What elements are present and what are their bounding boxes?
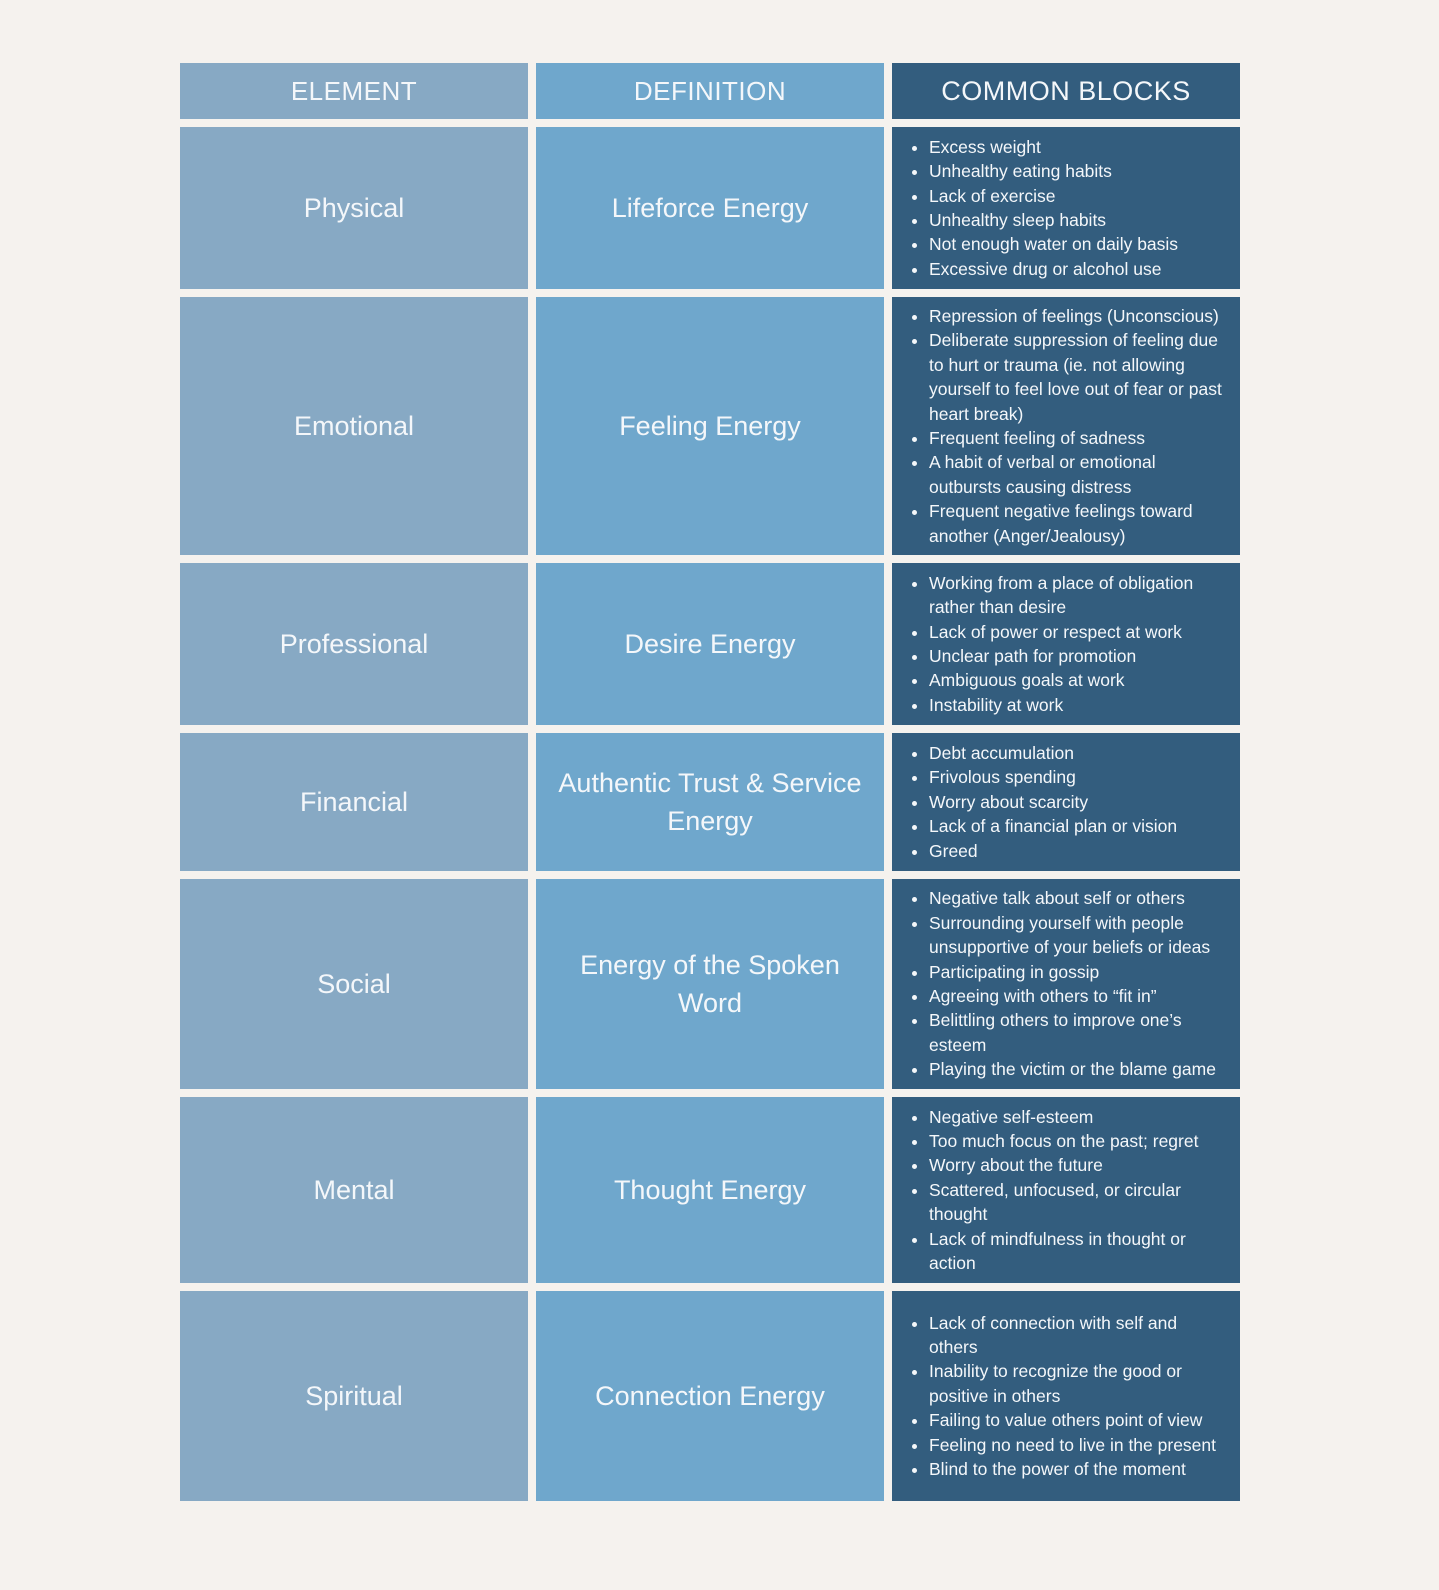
list-item: • Instability at work — [929, 693, 1228, 717]
list-item: • Surrounding yourself with people unsupportive of your beliefs or ideas — [929, 911, 1228, 960]
definition-cell: Lifeforce Energy — [536, 127, 884, 289]
common-blocks-list — [892, 1105, 1240, 1276]
list-item: • Negative self-esteem — [929, 1105, 1228, 1129]
table-row — [180, 1097, 1240, 1283]
list-item: • Unhealthy eating habits — [929, 159, 1178, 183]
definition-cell: Desire Energy — [536, 563, 884, 725]
list-item: • Blind to the power of the moment — [929, 1457, 1228, 1481]
element-cell: Physical — [180, 127, 528, 289]
definition-cell: Authentic Trust & Service Energy — [536, 733, 884, 871]
definition-cell: Connection Energy — [536, 1291, 884, 1501]
list-item: • Scattered, unfocused, or circular thought — [929, 1178, 1228, 1227]
header-element: ELEMENT — [180, 63, 528, 119]
common-blocks-list — [892, 886, 1240, 1081]
list-item: • Unhealthy sleep habits — [929, 208, 1178, 232]
list-item: • Lack of a financial plan or vision — [929, 814, 1177, 838]
list-item: • Too much focus on the past; regret — [929, 1129, 1228, 1153]
table-row — [180, 733, 1240, 871]
list-item: • Deliberate suppression of feeling due to hurt or trauma (ie. not allowing yourself to feel love out of fear or past heart break) — [929, 328, 1228, 426]
list-item: • Frequent negative feelings toward another (Anger/Jealousy) — [929, 499, 1228, 548]
list-item: • Worry about scarcity — [929, 790, 1177, 814]
list-item: • Debt accumulation — [929, 741, 1177, 765]
common-blocks-cell — [892, 563, 1240, 725]
list-item: • Frivolous spending — [929, 765, 1177, 789]
list-item: • Feeling no need to live in the present — [929, 1433, 1228, 1457]
list-item: • Excess weight — [929, 135, 1178, 159]
table-header-row — [180, 63, 1240, 119]
common-blocks-list — [892, 1311, 1240, 1482]
element-cell: Social — [180, 879, 528, 1089]
common-blocks-cell — [892, 127, 1240, 289]
list-item: • Belittling others to improve one’s esteem — [929, 1008, 1228, 1057]
list-item: • Frequent feeling of sadness — [929, 426, 1228, 450]
list-item: • Not enough water on daily basis — [929, 232, 1178, 256]
definition-cell: Energy of the Spoken Word — [536, 879, 884, 1089]
common-blocks-list — [892, 304, 1240, 548]
list-item: • A habit of verbal or emotional outbursts causing distress — [929, 450, 1228, 499]
common-blocks-cell — [892, 297, 1240, 555]
energy-blocks-table — [180, 63, 1240, 1509]
header-common-blocks: COMMON BLOCKS — [892, 63, 1240, 119]
element-cell: Financial — [180, 733, 528, 871]
list-item: • Greed — [929, 839, 1177, 863]
list-item: • Lack of power or respect at work — [929, 620, 1228, 644]
common-blocks-cell — [892, 733, 1240, 871]
common-blocks-list — [892, 741, 1189, 863]
table-row — [180, 879, 1240, 1089]
list-item: • Playing the victim or the blame game — [929, 1057, 1228, 1081]
element-cell: Spiritual — [180, 1291, 528, 1501]
list-item: • Negative talk about self or others — [929, 886, 1228, 910]
table-row — [180, 563, 1240, 725]
list-item: • Repression of feelings (Unconscious) — [929, 304, 1228, 328]
list-item: • Ambiguous goals at work — [929, 668, 1228, 692]
common-blocks-cell — [892, 879, 1240, 1089]
common-blocks-cell — [892, 1291, 1240, 1501]
element-cell: Mental — [180, 1097, 528, 1283]
common-blocks-list — [892, 571, 1240, 717]
common-blocks-cell — [892, 1097, 1240, 1283]
list-item: • Excessive drug or alcohol use — [929, 257, 1178, 281]
list-item: • Worry about the future — [929, 1153, 1228, 1177]
table-body — [180, 127, 1240, 1501]
list-item: • Agreeing with others to “fit in” — [929, 984, 1228, 1008]
table-row — [180, 127, 1240, 289]
definition-cell: Feeling Energy — [536, 297, 884, 555]
list-item: • Unclear path for promotion — [929, 644, 1228, 668]
element-cell: Professional — [180, 563, 528, 725]
element-cell: Emotional — [180, 297, 528, 555]
table-row — [180, 1291, 1240, 1501]
list-item: • Lack of exercise — [929, 184, 1178, 208]
definition-cell: Thought Energy — [536, 1097, 884, 1283]
list-item: • Inability to recognize the good or positive in others — [929, 1359, 1228, 1408]
common-blocks-list — [892, 135, 1190, 281]
list-item: • Participating in gossip — [929, 960, 1228, 984]
table-row — [180, 297, 1240, 555]
list-item: • Lack of mindfulness in thought or action — [929, 1227, 1228, 1276]
header-definition: DEFINITION — [536, 63, 884, 119]
list-item: • Working from a place of obligation rather than desire — [929, 571, 1228, 620]
list-item: • Failing to value others point of view — [929, 1408, 1228, 1432]
list-item: • Lack of connection with self and others — [929, 1311, 1228, 1360]
